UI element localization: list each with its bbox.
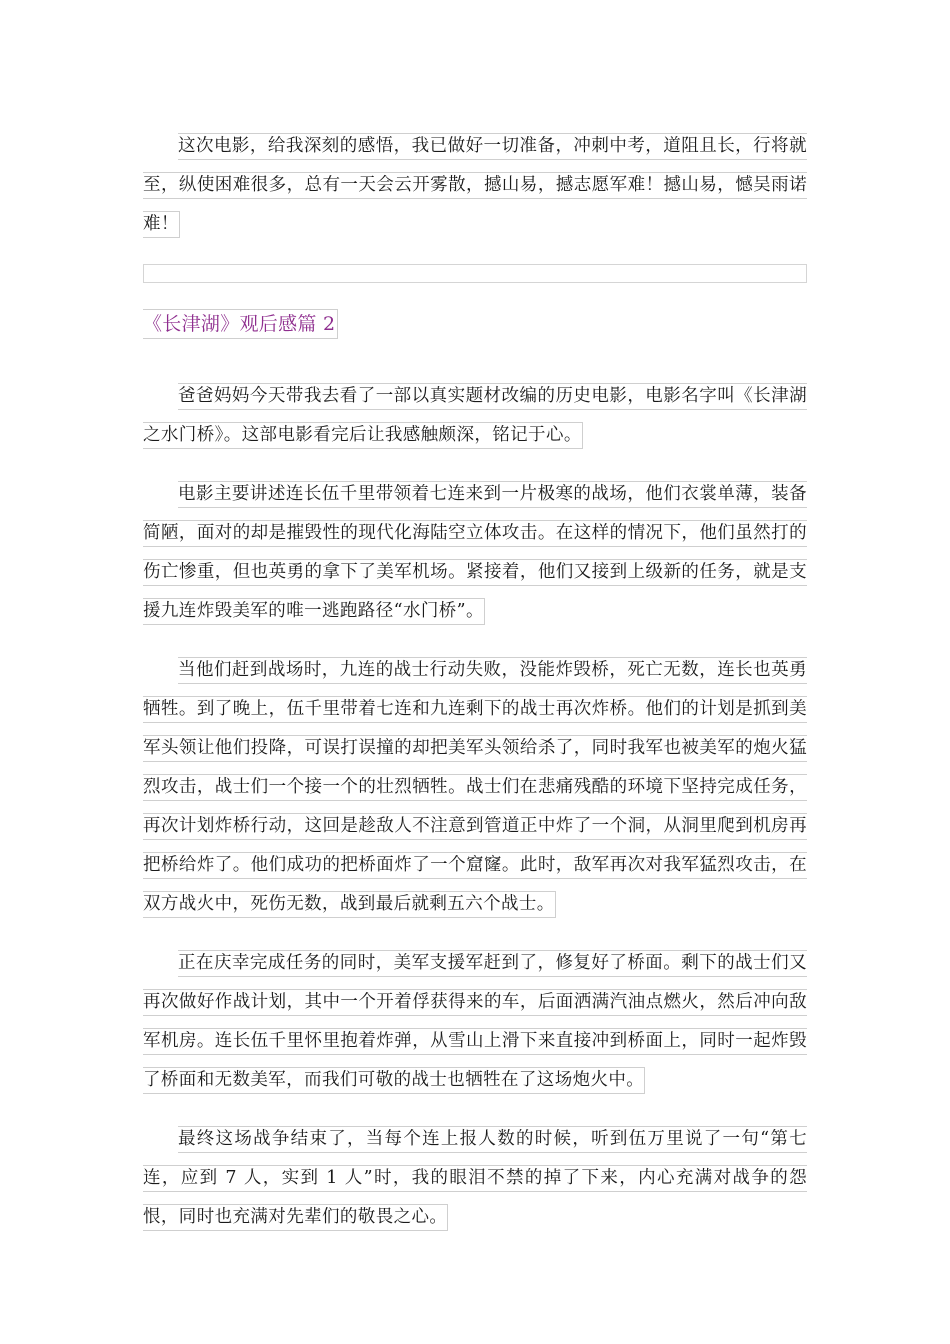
- paragraph-battle: [143, 651, 807, 924]
- paragraph-text: 当他们赶到战场时，九连的战士行动失败，没能炸毁桥，死亡无数，连长也英勇牺牲。到了晚上，伍千里带着七连和九连剩下的战士再次炸桥。他们的计划是抓到美军头领让他们投降，可误打误撞的却把美军头领给杀了，同时我军也被美军的炮火猛烈攻击，战士们一个接一个的壮烈牺牲。战士们在悲痛残酷的环境下坚持完成任务，再次计划炸桥行动，这回是趁敌人不注意到管道正中炸了一个洞，从洞里爬到机房再把桥给炸了。他们成功的把桥面炸了一个窟窿。此时，敌军再次对我军猛烈攻击，在双方战火中，死伤无数，战到最后就剩五六个战士。: [143, 657, 807, 918]
- paragraph-text: 电影主要讲述连长伍千里带领着七连来到一片极寒的战场，他们衣裳单薄，装备简陋，面对的却是摧毁性的现代化海陆空立体攻击。在这样的情况下，他们虽然打的伤亡惨重，但也英勇的拿下了美军机场。紧接着，他们又接到上级新的任务，就是支援九连炸毁美军的唯一逃跑路径“水门桥”。: [143, 481, 807, 625]
- paragraph-conclusion: [143, 127, 807, 244]
- paragraph-text: 这次电影，给我深刻的感悟，我已做好一切准备，冲刺中考，道阻且长，行将就至，纵使困难很多，总有一天会云开雾散，撼山易，撼志愿军难！撼山易，憾吴雨诺难！: [143, 133, 807, 238]
- paragraph-plot: [143, 475, 807, 631]
- paragraph-text: 正在庆幸完成任务的同时，美军支援军赶到了，修复好了桥面。剩下的战士们又再次做好作战计划，其中一个开着俘获得来的车，后面洒满汽油点燃火，然后冲向敌军机房。连长伍千里怀里抱着炸弹，从雪山上滑下来直接冲到桥面上，同时一起炸毁了桥面和无数美军，而我们可敬的战士也牺牲在了这场炮火中。: [143, 950, 807, 1094]
- paragraph-text: 最终这场战争结束了，当每个连上报人数的时候，听到伍万里说了一句“第七连，应到 7 人，实到 1 人”时，我的眼泪不禁的掉了下来，内心充满对战争的怨恨，同时也充满对先辈们的敬畏之心。: [143, 1126, 807, 1231]
- paragraph-sacrifice: [143, 944, 807, 1100]
- section-heading: [143, 307, 807, 341]
- empty-table-row: [143, 264, 807, 283]
- paragraph-ending: [143, 1120, 807, 1237]
- paragraph-text: 爸爸妈妈今天带我去看了一部以真实题材改编的历史电影，电影名字叫《长津湖之水门桥》。这部电影看完后让我感触颇深，铭记于心。: [143, 383, 807, 449]
- document-page: [143, 127, 807, 1257]
- paragraph-intro: [143, 377, 807, 455]
- section-heading-text: 《长津湖》观后感篇 2: [143, 309, 338, 339]
